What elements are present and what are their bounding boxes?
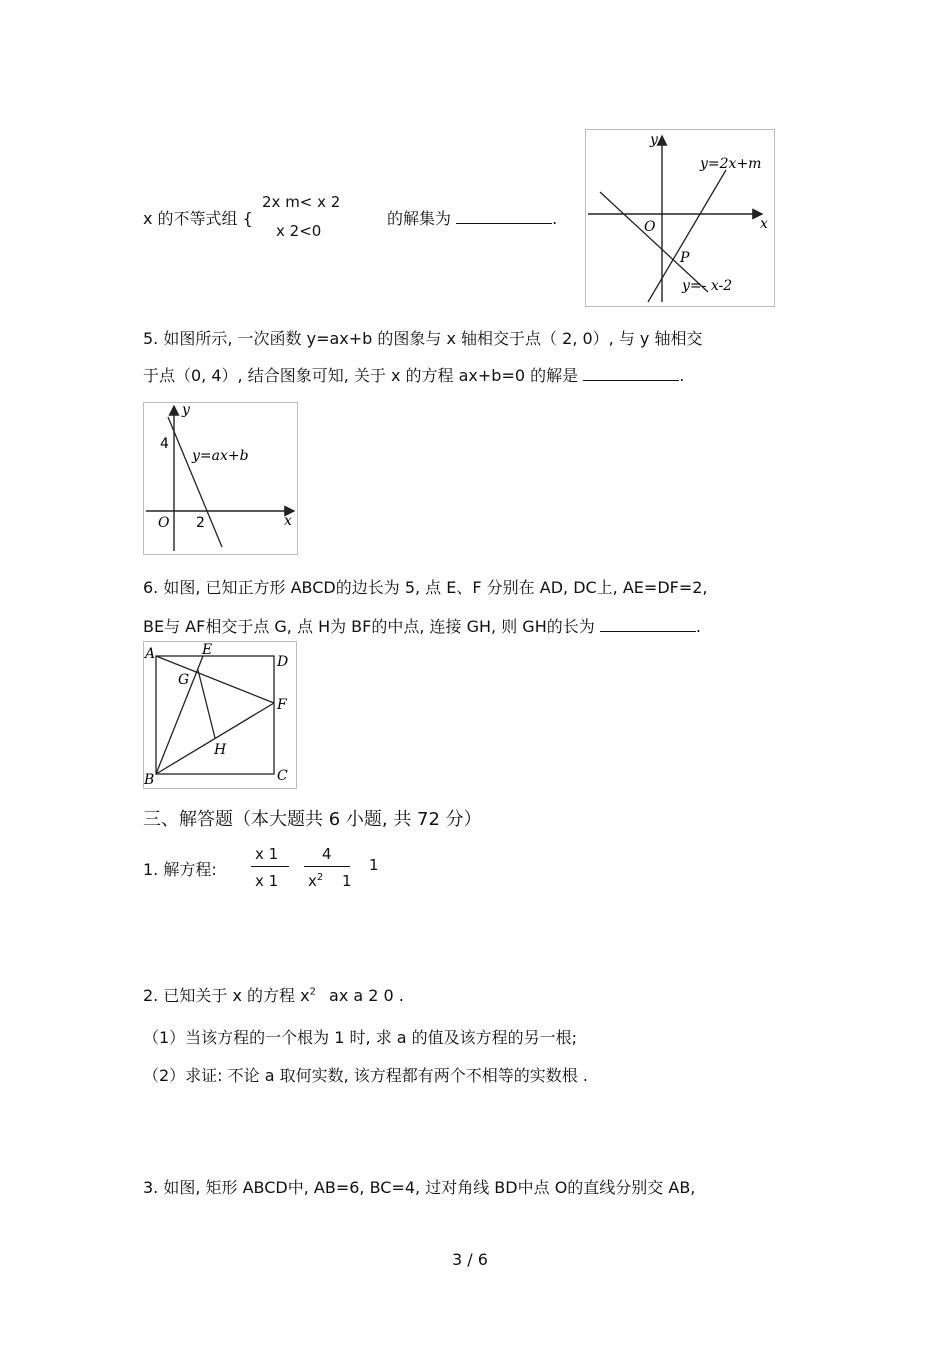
fig6-label-f: F bbox=[277, 697, 287, 713]
q6-line1: 6. 如图, 已知正方形 ABCD的边长为 5, 点 E、F 分别在 AD, DC上, AE=DF=2, bbox=[143, 578, 708, 597]
fig6-label-c: C bbox=[277, 768, 288, 784]
figure-q6-square bbox=[143, 641, 297, 789]
segment-af bbox=[156, 656, 274, 703]
fig6-label-g: G bbox=[178, 672, 190, 688]
q6-end: . bbox=[695, 617, 701, 636]
q5-line2 bbox=[143, 363, 684, 386]
fig4-origin-label: O bbox=[644, 219, 656, 235]
p1-frac2-den-rest: 1 bbox=[342, 872, 352, 890]
line-y-ax-b bbox=[168, 417, 222, 547]
fig5-y-label: y bbox=[182, 403, 190, 418]
fig4-line1-label: y=2x+m bbox=[700, 156, 762, 172]
section3-title: 三、解答题（本大题共 6 小题, 共 72 分） bbox=[143, 809, 482, 830]
fig5-origin-label: O bbox=[158, 515, 170, 531]
p2-stem-exp: 2 bbox=[309, 986, 316, 998]
p1-frac1-denominator: x 1 bbox=[255, 872, 279, 890]
segment-gh bbox=[198, 670, 215, 738]
q5-end: . bbox=[679, 366, 685, 385]
fig4-x-label: x bbox=[760, 216, 768, 232]
fig4-point-label: P bbox=[680, 250, 690, 266]
p1-frac2-numerator: 4 bbox=[322, 845, 332, 863]
q5-line1: 5. 如图所示, 一次函数 y=ax+b 的图象与 x 轴相交于点（ 2, 0）, 与 y 轴相交 bbox=[143, 329, 703, 348]
fig5-y-tick-label: 4 bbox=[160, 436, 169, 452]
p1-frac2-bar bbox=[304, 866, 350, 867]
line-y-neg-x-2 bbox=[600, 192, 708, 292]
page-number: 3 / 6 bbox=[452, 1250, 488, 1269]
p2-stem bbox=[143, 983, 404, 1006]
p2-part1: （1）当该方程的一个根为 1 时, 求 a 的值及该方程的另一根; bbox=[143, 1028, 578, 1047]
segment-bf bbox=[156, 703, 274, 774]
fig5-line-label: y=ax+b bbox=[192, 448, 249, 464]
fig6-label-e: E bbox=[202, 642, 213, 658]
p1-frac2-den-exp: 2 bbox=[316, 872, 324, 883]
q6-line2-text: BE与 AF相交于点 G, 点 H为 BF的中点, 连接 GH, 则 GH的长为 bbox=[143, 617, 595, 636]
q4-system-row2: x 2<0 bbox=[276, 222, 322, 240]
q4-answer-blank[interactable] bbox=[456, 209, 552, 224]
fig6-label-a: A bbox=[145, 646, 156, 662]
p1-frac2-denominator bbox=[308, 872, 352, 890]
p1-label: 1. 解方程: bbox=[143, 860, 217, 879]
q5-line2-text: 于点（0, 4）, 结合图象可知, 关于 x 的方程 ax+b=0 的解是 bbox=[143, 366, 579, 385]
p1-frac2-den-base: x bbox=[308, 872, 317, 890]
q5-answer-blank[interactable] bbox=[583, 366, 679, 381]
q6-line2 bbox=[143, 614, 701, 637]
p2-part2: （2）求证: 不论 a 取何实数, 该方程都有两个不相等的实数根 . bbox=[143, 1066, 588, 1085]
figure-q5-graph bbox=[143, 402, 298, 555]
fig6-label-d: D bbox=[277, 654, 289, 670]
figure-q4-graph bbox=[585, 129, 775, 307]
fig6-label-h: H bbox=[214, 742, 227, 758]
q4-suffix-text: 的解集为 bbox=[387, 209, 452, 228]
q6-answer-blank[interactable] bbox=[600, 617, 696, 632]
p1-frac1-bar bbox=[251, 866, 289, 867]
q4-end: . bbox=[552, 209, 558, 228]
fig5-x-tick-label: 2 bbox=[196, 515, 205, 531]
p1-frac1-numerator: x 1 bbox=[255, 845, 279, 863]
q4-prefix: x 的不等式组 { bbox=[143, 209, 253, 228]
p2-stem-suffix: ax a 2 0 . bbox=[323, 986, 404, 1005]
q4-system-row1: 2x m< x 2 bbox=[262, 193, 341, 211]
fig4-y-label: y bbox=[650, 132, 658, 148]
q4-suffix bbox=[387, 206, 557, 229]
p3-stem: 3. 如图, 矩形 ABCD中, AB=6, BC=4, 过对角线 BD中点 O的直线分别交 AB, bbox=[143, 1178, 696, 1197]
fig6-label-b: B bbox=[144, 772, 155, 788]
p2-stem-prefix: 2. 已知关于 x 的方程 x bbox=[143, 986, 310, 1005]
fig5-x-label: x bbox=[284, 513, 292, 529]
fig4-line2-label: y=- x-2 bbox=[682, 278, 733, 294]
p1-rhs: 1 bbox=[369, 856, 379, 874]
